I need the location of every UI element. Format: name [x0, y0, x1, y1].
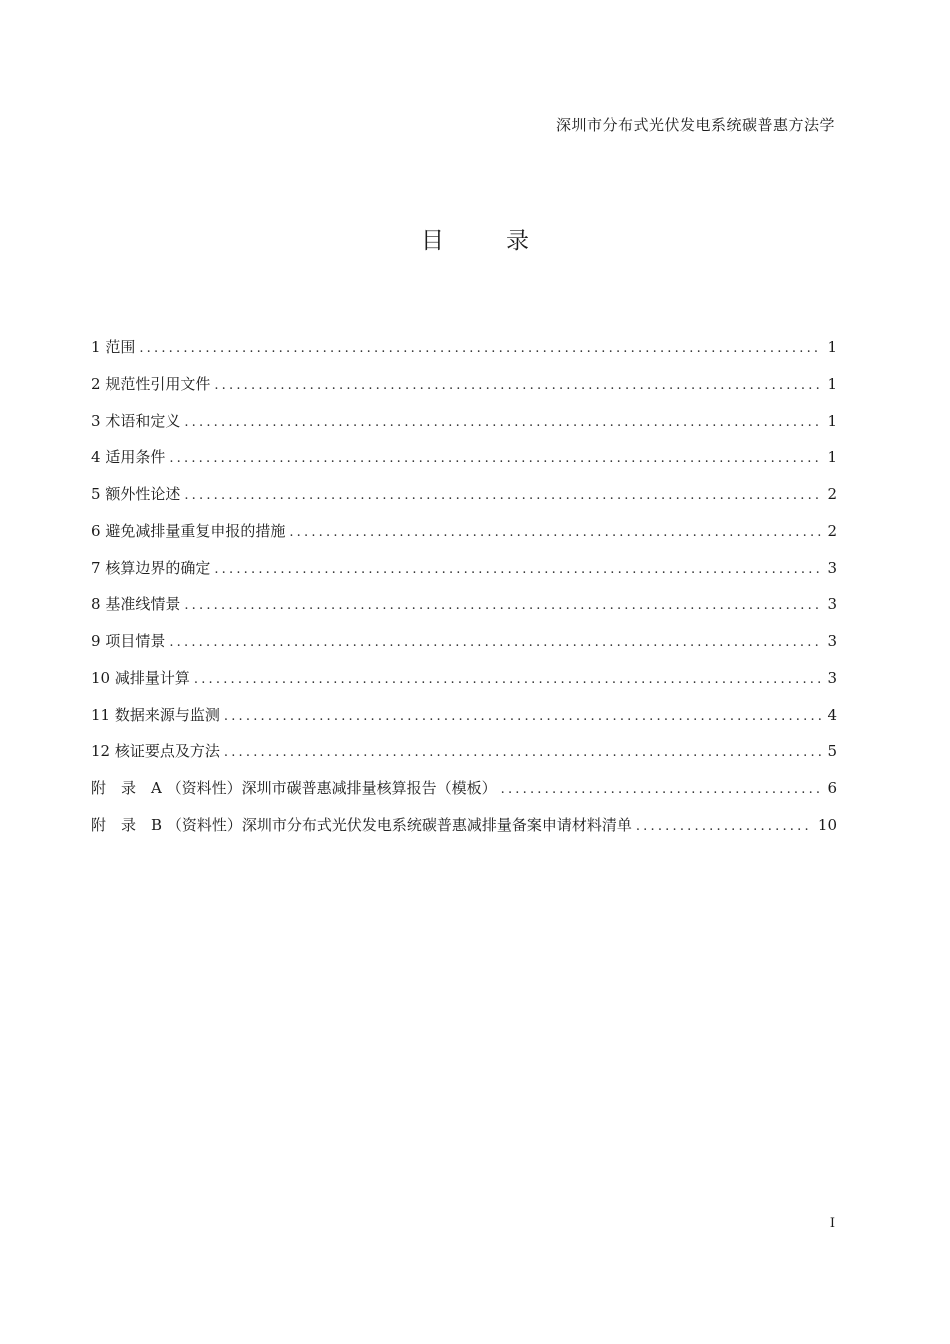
toc-title-char-2: 录 [506, 228, 591, 254]
toc-entry-page: 1 [827, 448, 837, 467]
toc-entry-number: 11 [91, 705, 111, 724]
toc-entry-page: 10 [817, 815, 837, 834]
toc-entry-label: 范围 [105, 338, 136, 356]
toc-entry-page: 3 [827, 558, 837, 577]
toc-dot-leader [224, 741, 822, 765]
toc-entry-number: 附 录 A [91, 779, 162, 797]
toc-entry-number: 2 [91, 374, 101, 393]
toc-dot-leader [184, 594, 821, 618]
toc-dot-leader [169, 631, 821, 655]
toc-entry-additionality[interactable] [91, 482, 837, 519]
toc-dot-leader [501, 778, 822, 802]
toc-entry-label: 核算边界的确定 [105, 558, 211, 577]
toc-dot-leader [214, 374, 821, 398]
toc-entry-number: 10 [91, 668, 111, 687]
toc-entry-page: 4 [827, 705, 837, 724]
toc-title [0, 222, 950, 255]
toc-entry-label: （资料性）深圳市分布式光伏发电系统碳普惠减排量备案申请材料清单 [166, 815, 632, 834]
page-number: I [829, 1216, 835, 1231]
toc-entry-label: （资料性）深圳市碳普惠减排量核算报告（模板） [166, 779, 497, 797]
toc-entry-number: 5 [91, 485, 101, 503]
toc-entry-label: 基准线情景 [105, 595, 181, 614]
toc-entry-page: 3 [827, 595, 837, 614]
toc-dot-leader [289, 521, 821, 545]
toc-entry-project-scenario[interactable] [91, 629, 837, 666]
toc-entry-number: 12 [91, 742, 111, 761]
toc-entry-label: 避免减排量重复申报的措施 [105, 521, 286, 540]
table-of-contents [91, 335, 837, 850]
toc-entry-baseline-scenario[interactable] [91, 592, 837, 629]
toc-entry-label: 核证要点及方法 [114, 742, 220, 761]
toc-entry-page: 2 [827, 485, 837, 503]
toc-entry-page: 2 [827, 521, 837, 540]
toc-dot-leader [184, 411, 821, 435]
toc-entry-number: 7 [91, 558, 101, 577]
toc-entry-data-monitoring[interactable] [91, 703, 837, 740]
toc-entry-label: 项目情景 [105, 632, 166, 650]
toc-entry-normative-references[interactable] [91, 372, 837, 409]
toc-entry-accounting-boundary[interactable] [91, 556, 837, 593]
toc-entry-label: 术语和定义 [105, 411, 181, 430]
toc-entry-page: 5 [827, 742, 837, 761]
toc-entry-appendix-b[interactable] [91, 813, 837, 850]
toc-entry-double-counting[interactable] [91, 519, 837, 556]
toc-entry-number: 9 [91, 632, 101, 650]
toc-entry-scope[interactable] [91, 335, 837, 372]
toc-entry-applicability[interactable] [91, 445, 837, 482]
toc-entry-terms-definitions[interactable] [91, 409, 837, 446]
toc-entry-page: 6 [827, 779, 837, 797]
toc-dot-leader [184, 484, 821, 508]
toc-dot-leader [169, 447, 821, 471]
toc-entry-appendix-a[interactable] [91, 776, 837, 813]
toc-entry-number: 8 [91, 595, 101, 614]
running-header-title: 深圳市分布式光伏发电系统碳普惠方法学 [555, 116, 835, 134]
toc-entry-label: 适用条件 [105, 448, 166, 467]
toc-entry-number: 1 [91, 338, 101, 356]
toc-dot-leader [636, 815, 812, 839]
toc-entry-number: 6 [91, 521, 101, 540]
toc-entry-number: 附 录 B [91, 815, 163, 834]
toc-entry-verification[interactable] [91, 739, 837, 776]
toc-dot-leader [139, 337, 821, 361]
toc-dot-leader [214, 558, 821, 582]
toc-dot-leader [194, 668, 822, 692]
toc-title-char-1: 目 [421, 228, 506, 254]
toc-entry-page: 1 [827, 374, 837, 393]
toc-entry-page: 3 [827, 668, 837, 687]
toc-entry-label: 额外性论述 [105, 485, 181, 503]
toc-entry-number: 3 [91, 411, 101, 430]
toc-entry-number: 4 [91, 448, 101, 467]
toc-entry-label: 数据来源与监测 [114, 705, 220, 724]
toc-dot-leader [224, 705, 822, 729]
toc-entry-page: 1 [827, 411, 837, 430]
toc-entry-emission-reduction-calc[interactable] [91, 666, 837, 703]
toc-entry-label: 规范性引用文件 [105, 374, 211, 393]
toc-entry-label: 减排量计算 [114, 668, 190, 687]
toc-entry-page: 1 [827, 338, 837, 356]
toc-entry-page: 3 [827, 632, 837, 650]
